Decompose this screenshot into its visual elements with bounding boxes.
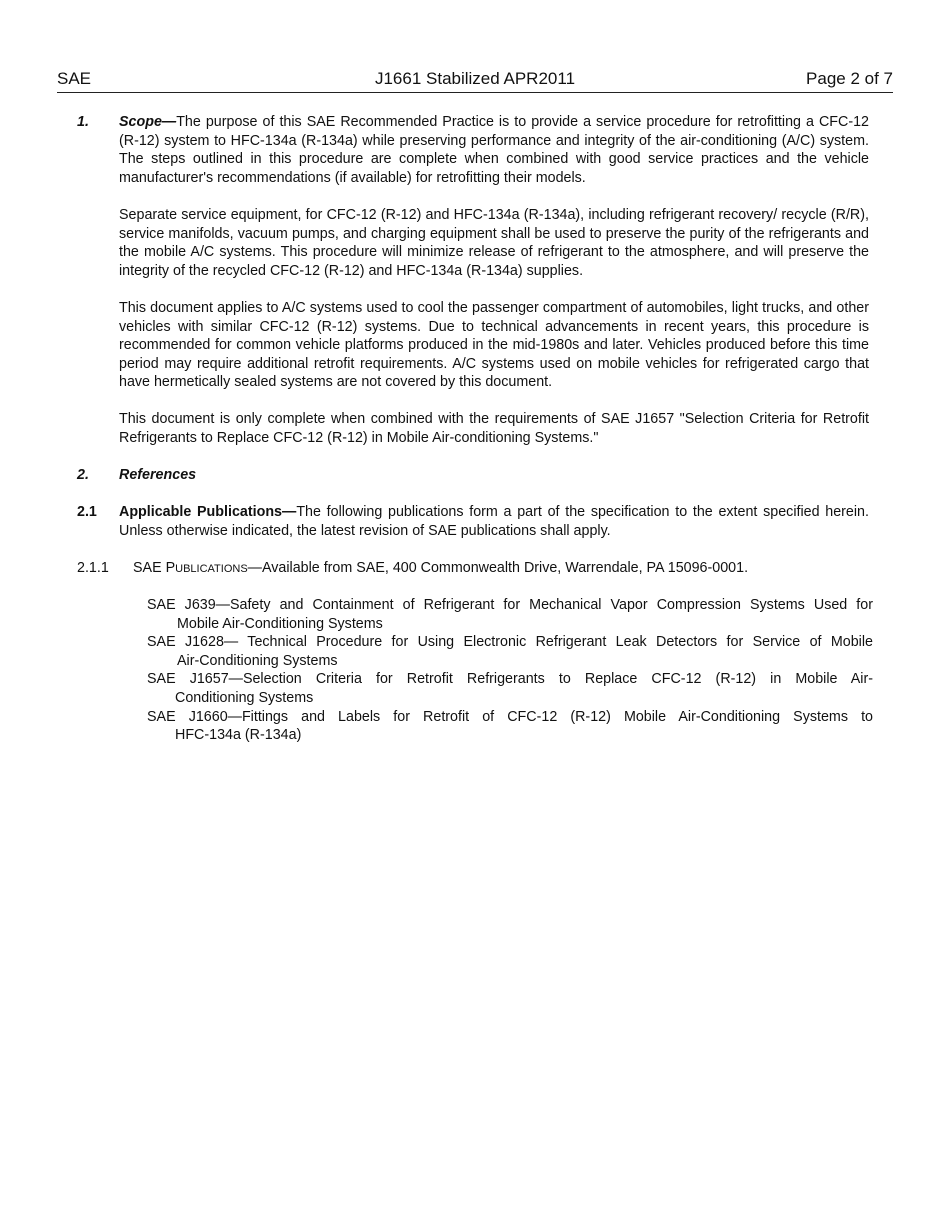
section-2-1-number: 2.1 [77,504,97,520]
scope-paragraph-1 [119,113,869,187]
section-1-number: 1. [77,114,89,130]
page-header [57,66,893,93]
applicable-publications-title: Applicable Publications— [119,504,297,520]
sae-publications-line [133,559,869,579]
scope-paragraph-4: This document is only complete when combined with the requirements of SAE J1657 "Selection Criteria for Retrofit Refrigerants to Replace CFC-12 (R-12) in Mobile Air-conditioning Systems." [119,411,869,446]
reference-title-continued: Conditioning Systems [175,689,314,706]
reference-title: SAE J639—Safety and Containment of Refrigerant for Mechanical Vapor Compression Systems Used for [147,597,873,613]
scope-title: Scope— [119,114,177,130]
scope-text-1: The purpose of this SAE Recommended Practice is to provide a service procedure for retrofitting a CFC-12 (R-12) system to HFC-134a (R-134a) while preserving performance and integrity of the air-conditioning (A/C) system. The steps outlined in this procedure are complete when combined with good service practices and the vehicle manufacturer's recommendations (if available) for retrofitting their models. [119,114,869,186]
header-org: SAE [57,69,92,88]
header-page-number: Page 2 of 7 [806,69,893,88]
scope-paragraph-2: Separate service equipment, for CFC-12 (R-12) and HFC-134a (R-134a), including refrigerant recovery/ recycle (R/R), service manifolds, vacuum pumps, and charging equipment shall be used to preserve the purity of the refrigerants and the mobile A/C systems. This procedure will minimize release of refrigerant to the atmosphere, and will preserve the integrity of the recycled CFC-12 (R-12) and HFC-134a (R-134a) supplies. [119,207,869,279]
reference-title: SAE J1657—Selection Criteria for Retrofit Refrigerants to Replace CFC-12 (R-12) in Mobile Air- [147,671,873,688]
reference-list [147,596,873,745]
list-item [147,596,873,633]
reference-title-continued: Mobile Air-Conditioning Systems [177,615,383,632]
section-2-1-1-number: 2.1.1 [77,560,109,576]
reference-title-continued: Air-Conditioning Systems [177,652,338,669]
references-heading: References [119,467,197,483]
applicable-publications-text: The following publications form a part of the specification to the extent specified herein. Unless otherwise indicated, the latest revision of SAE publications shall apply. [119,504,869,539]
list-item [147,708,873,745]
sae-publications-cap: P [165,560,176,576]
sae-publications-small-caps: UBLICATIONS [175,563,248,575]
sae-publications-text: —Available from SAE, 400 Commonwealth Drive, Warrendale, PA 15096-0001. [247,560,749,576]
reference-title-continued: HFC-134a (R-134a) [175,727,302,744]
scope-paragraph-3: This document applies to A/C systems used to cool the passenger compartment of automobiles, light trucks, and other vehicles with similar CFC-12 (R-12) systems. Due to technical advancements in recent years, this procedure is recommended for common vehicle platforms produced in the mid-1980s and later. Vehicles produced before this time period may require additional retrofit requirements. A/C systems used on mobile vehicles for refrigerated cargo that have hermetically sealed systems are not covered by this document. [119,300,869,391]
sae-publications-prefix: SAE [133,560,166,576]
header-doc-id: J1661 Stabilized APR2011 [374,69,576,88]
section-2-number: 2. [77,467,89,483]
reference-title: SAE J1660—Fittings and Labels for Retrofit of CFC-12 (R-12) Mobile Air-Conditioning Systems to [147,708,873,725]
list-item [147,670,873,707]
reference-title: SAE J1628— Technical Procedure for Using Electronic Refrigerant Leak Detectors for Service of Mobile [147,634,873,651]
applicable-publications-paragraph [119,503,869,540]
list-item [147,633,873,670]
